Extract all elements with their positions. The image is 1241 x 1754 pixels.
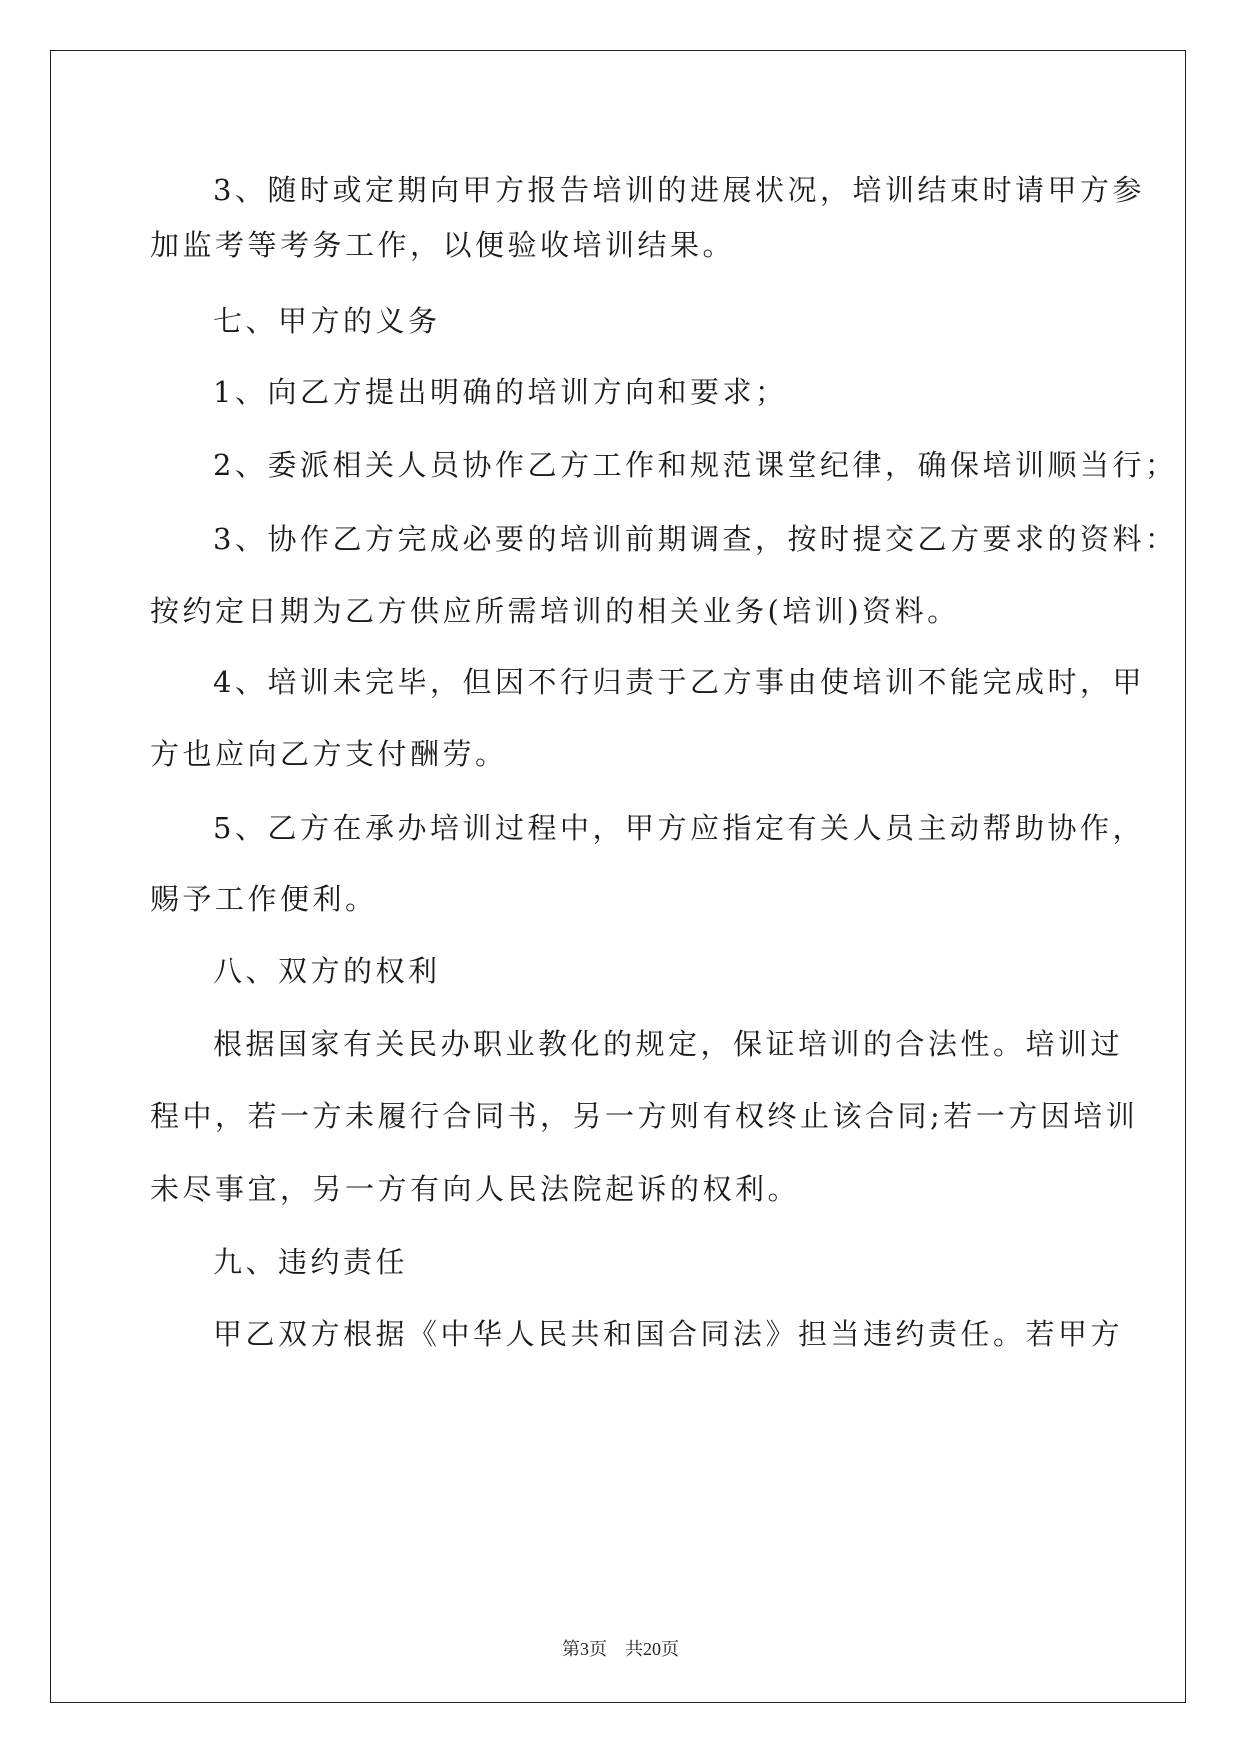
paragraph-line: 根据国家有关民办职业教化的规定，保证培训的合法性。培训过: [213, 1027, 1124, 1061]
page-border: [50, 50, 1186, 1703]
page-total: 共20页: [625, 1639, 679, 1659]
paragraph-line: 5、乙方在承办培训过程中，甲方应指定有关人员主动帮助协作，: [213, 811, 1145, 845]
paragraph-line: 程中，若一方未履行合同书，另一方则有权终止该合同;若一方因培训: [150, 1099, 1139, 1133]
page-number: 第3页: [562, 1639, 607, 1659]
paragraph-line: 加监考等考务工作，以便验收培训结果。: [150, 228, 736, 262]
paragraph-line: 3、随时或定期向甲方报告培训的进展状况，培训结束时请甲方参: [213, 173, 1145, 207]
section-heading: 九、违约责任: [213, 1245, 409, 1279]
paragraph-line: 1、向乙方提出明确的培训方向和要求；: [213, 375, 788, 409]
section-heading: 七、甲方的义务: [213, 304, 441, 338]
paragraph-line: 4、培训未完毕，但因不行归责于乙方事由使培训不能完成时，甲: [213, 665, 1145, 699]
paragraph-line: 3、协作乙方完成必要的培训前期调查，按时提交乙方要求的资料：: [213, 522, 1178, 556]
page-footer: [0, 1638, 1241, 1660]
paragraph-line: 未尽事宜，另一方有向人民法院起诉的权利。: [150, 1172, 801, 1206]
paragraph-line: 按约定日期为乙方供应所需培训的相关业务(培训)资料。: [150, 594, 960, 628]
paragraph-line: 2、委派相关人员协作乙方工作和规范课堂纪律，确保培训顺当行；: [213, 448, 1178, 482]
paragraph-line: 甲乙双方根据《中华人民共和国合同法》担当违约责任。若甲方: [213, 1317, 1124, 1351]
paragraph-line: 方也应向乙方支付酬劳。: [150, 737, 508, 771]
paragraph-line: 赐予工作便利。: [150, 882, 378, 916]
section-heading: 八、双方的权利: [213, 954, 441, 988]
